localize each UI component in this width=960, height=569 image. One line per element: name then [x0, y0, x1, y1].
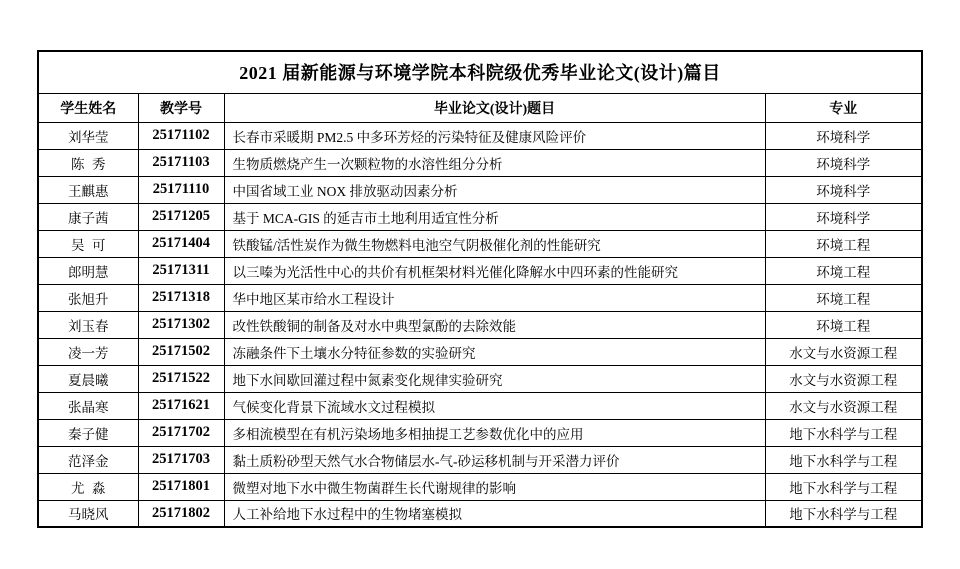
thesis-title-cell: 地下水间歇回灌过程中氮素变化规律实验研究	[224, 365, 765, 392]
table-row	[38, 419, 922, 446]
student-name-cell: 马晓风	[38, 500, 138, 527]
table-row	[38, 311, 922, 338]
major-cell: 环境科学	[765, 149, 922, 176]
major-cell: 环境工程	[765, 230, 922, 257]
table-row	[38, 230, 922, 257]
student-id-cell: 25171801	[138, 473, 224, 500]
thesis-table	[37, 50, 923, 528]
student-name-cell: 吴可	[38, 230, 138, 257]
student-name-cell: 秦子健	[38, 419, 138, 446]
table-row	[38, 473, 922, 500]
student-id-cell: 25171205	[138, 203, 224, 230]
thesis-title-cell: 改性铁酸铜的制备及对水中典型氯酚的去除效能	[224, 311, 765, 338]
student-id-cell: 25171522	[138, 365, 224, 392]
major-cell: 环境工程	[765, 257, 922, 284]
student-id-cell: 25171404	[138, 230, 224, 257]
table-title-row	[38, 51, 922, 93]
thesis-title-cell: 黏土质粉砂型天然气水合物储层水-气-砂运移机制与开采潜力评价	[224, 446, 765, 473]
major-cell: 环境科学	[765, 203, 922, 230]
table-row	[38, 500, 922, 527]
student-name-cell: 张晶寒	[38, 392, 138, 419]
major-cell: 水文与水资源工程	[765, 392, 922, 419]
student-name-cell: 王麒惠	[38, 176, 138, 203]
student-id-cell: 25171103	[138, 149, 224, 176]
column-header-thesis-title: 毕业论文(设计)题目	[224, 93, 765, 122]
table-row	[38, 203, 922, 230]
thesis-title-cell: 多相流模型在有机污染场地多相抽提工艺参数优化中的应用	[224, 419, 765, 446]
major-cell: 环境科学	[765, 122, 922, 149]
student-name-cell: 陈秀	[38, 149, 138, 176]
table-row	[38, 392, 922, 419]
thesis-title-cell: 铁酸锰/活性炭作为微生物燃料电池空气阴极催化剂的性能研究	[224, 230, 765, 257]
student-id-cell: 25171102	[138, 122, 224, 149]
student-id-cell: 25171302	[138, 311, 224, 338]
student-id-cell: 25171702	[138, 419, 224, 446]
major-cell: 环境工程	[765, 311, 922, 338]
column-header-student-id: 教学号	[138, 93, 224, 122]
student-name-cell: 康子茜	[38, 203, 138, 230]
student-name-cell: 夏晨曦	[38, 365, 138, 392]
table-row	[38, 176, 922, 203]
thesis-title-cell: 冻融条件下土壤水分特征参数的实验研究	[224, 338, 765, 365]
table-row	[38, 122, 922, 149]
student-id-cell: 25171621	[138, 392, 224, 419]
student-id-cell: 25171703	[138, 446, 224, 473]
table-row	[38, 257, 922, 284]
table-title: 2021 届新能源与环境学院本科院级优秀毕业论文(设计)篇目	[38, 51, 922, 93]
major-cell: 水文与水资源工程	[765, 365, 922, 392]
thesis-title-cell: 微塑对地下水中微生物菌群生长代谢规律的影响	[224, 473, 765, 500]
major-cell: 环境工程	[765, 284, 922, 311]
student-name-cell: 郎明慧	[38, 257, 138, 284]
major-cell: 环境科学	[765, 176, 922, 203]
thesis-title-cell: 中国省域工业 NOX 排放驱动因素分析	[224, 176, 765, 203]
thesis-title-cell: 华中地区某市给水工程设计	[224, 284, 765, 311]
column-header-major: 专业	[765, 93, 922, 122]
student-id-cell: 25171502	[138, 338, 224, 365]
student-id-cell: 25171110	[138, 176, 224, 203]
major-cell: 地下水科学与工程	[765, 419, 922, 446]
table-row	[38, 446, 922, 473]
student-name-cell: 尤淼	[38, 473, 138, 500]
thesis-title-cell: 以三嗪为光活性中心的共价有机框架材料光催化降解水中四环素的性能研究	[224, 257, 765, 284]
table-header-row	[38, 93, 922, 122]
student-name-cell: 刘华莹	[38, 122, 138, 149]
major-cell: 地下水科学与工程	[765, 446, 922, 473]
thesis-title-cell: 人工补给地下水过程中的生物堵塞模拟	[224, 500, 765, 527]
major-cell: 地下水科学与工程	[765, 500, 922, 527]
column-header-student-name: 学生姓名	[38, 93, 138, 122]
thesis-title-cell: 基于 MCA-GIS 的延吉市土地利用适宜性分析	[224, 203, 765, 230]
table-row	[38, 365, 922, 392]
student-name-cell: 凌一芳	[38, 338, 138, 365]
student-id-cell: 25171311	[138, 257, 224, 284]
thesis-title-cell: 生物质燃烧产生一次颗粒物的水溶性组分分析	[224, 149, 765, 176]
student-id-cell: 25171318	[138, 284, 224, 311]
thesis-title-cell: 长春市采暖期 PM2.5 中多环芳烃的污染特征及健康风险评价	[224, 122, 765, 149]
student-id-cell: 25171802	[138, 500, 224, 527]
student-name-cell: 范泽金	[38, 446, 138, 473]
student-name-cell: 刘玉春	[38, 311, 138, 338]
thesis-table-body	[38, 122, 922, 527]
table-row	[38, 149, 922, 176]
student-name-cell: 张旭升	[38, 284, 138, 311]
thesis-title-cell: 气候变化背景下流域水文过程模拟	[224, 392, 765, 419]
table-row	[38, 338, 922, 365]
table-row	[38, 284, 922, 311]
major-cell: 水文与水资源工程	[765, 338, 922, 365]
major-cell: 地下水科学与工程	[765, 473, 922, 500]
